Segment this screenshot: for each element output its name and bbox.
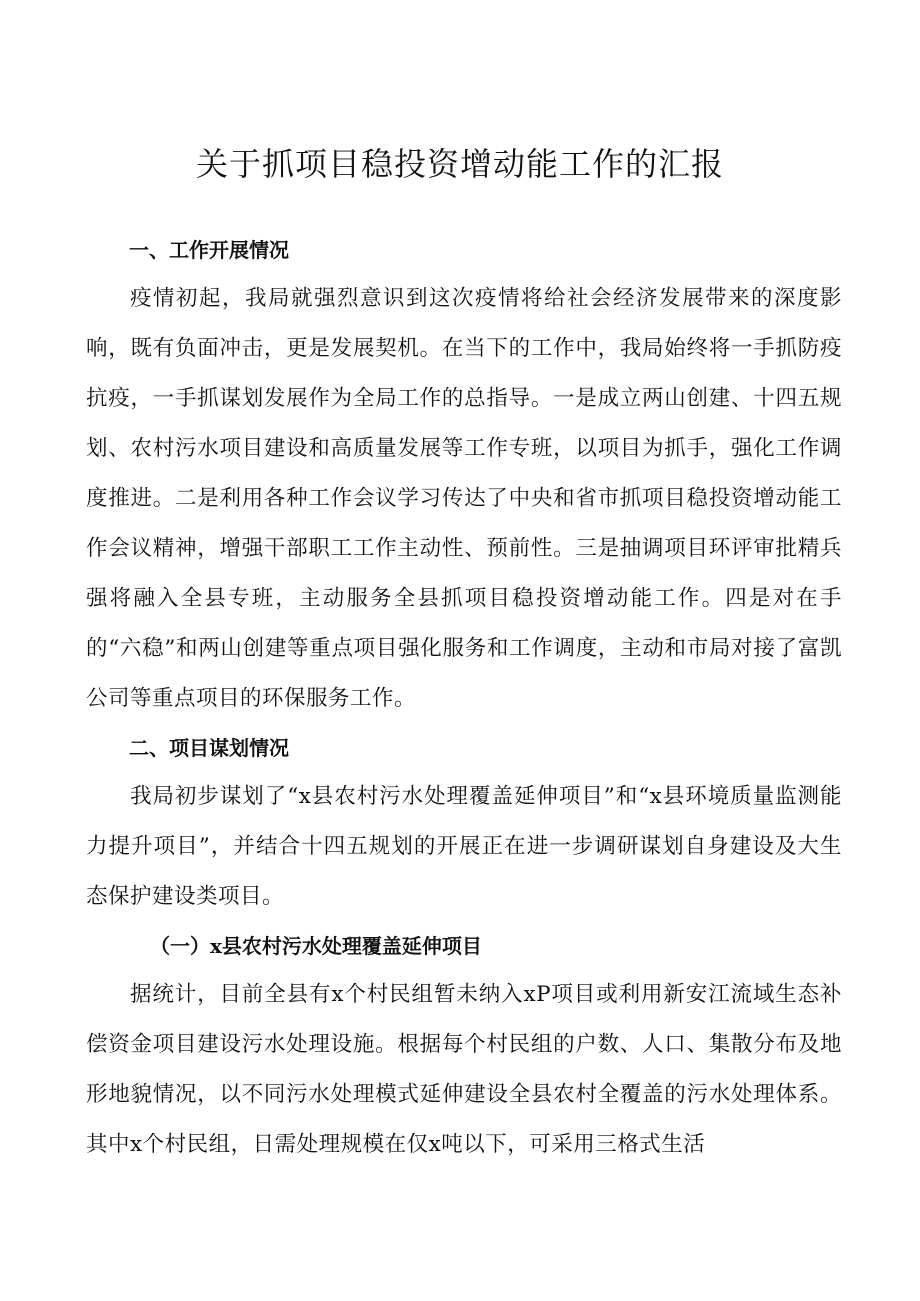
section-work-progress <box>86 226 842 724</box>
document-body <box>86 226 842 1170</box>
body-paragraph: 据统计，目前全县有x个村民组暂未纳入xP项目或利用新安江流域生态补偿资金项目建设污水处理设施。根据每个村民组的户数、人口、集散分布及地形地貌情况，以不同污水处理模式延伸建设全县农村全覆盖的污水处理体系。其中x个村民组，日需处理规模在仅x吨以下，可采用三格式生活 <box>86 982 842 1157</box>
body-paragraph: 疫情初起，我局就强烈意识到这次疫情将给社会经济发展带来的深度影响，既有负面冲击，更是发展契机。在当下的工作中，我局始终将一手抓防疫抗疫，一手抓谋划发展作为全局工作的总指导。一是成立两山创建、十四五规划、农村污水项目建设和高质量发展等工作专班，以项目为抓手，强化工作调度推进。二是利用各种工作会议学习传达了中央和省市抓项目稳投资增动能工作会议精神，增强干部职工工作主动性、预前性。三是抽调项目环评审批精兵强将融入全县专班，主动服务全县抓项目稳投资增动能工作。四是对在手的“六稳”和两山创建等重点项目强化服务和工作调度，主动和市局对接了富凯公司等重点项目的环保服务工作。 <box>86 286 842 711</box>
document-title: 关于抓项目稳投资增动能工作的汇报 <box>195 145 724 183</box>
subsection-heading: （一）x县农村污水处理覆盖延伸项目 <box>150 934 482 958</box>
section-project-planning <box>86 724 842 922</box>
body-paragraph: 我局初步谋划了“x县农村污水处理覆盖延伸项目”和“x县环境质量监测能力提升项目”，并结合十四五规划的开展正在进一步调研谋划自身建设及大生态保护建设类项目。 <box>86 784 842 909</box>
section-heading: 二、项目谋划情况 <box>129 736 289 760</box>
section-heading: 一、工作开展情况 <box>129 238 289 262</box>
subsection-sewage-project <box>86 922 842 1170</box>
